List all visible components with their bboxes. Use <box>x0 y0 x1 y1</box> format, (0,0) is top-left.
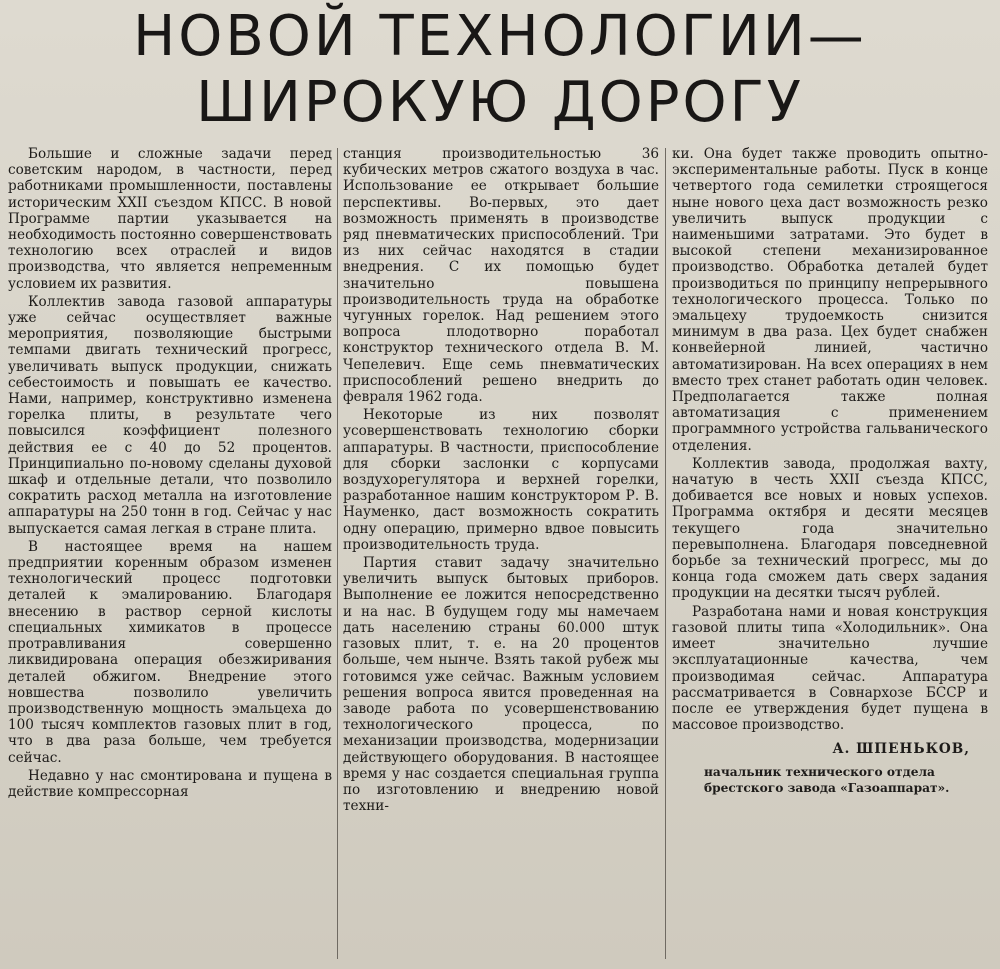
article-paragraph: станция производительностью 36 кубических метров сжатого воздуха в час. Использование ее открывает большие перспективы. Во-первых, это дает возможность применять в производстве ряд пневматических приспособлений. Три из них сейчас находятся в стадии внедрения. С их помощью будет значительно повышена производительность труда на обработке чугунных горелок. Над решением этого вопроса плодотворно поработал конструктор технического отдела В. М. Чепелевич. Еще семь пневматических приспособлений решено внедрить до февраля 1962 года. <box>343 146 659 406</box>
column-divider <box>337 148 338 959</box>
article-paragraph: Некоторые из них позволят усовершенствовать технологию сборки аппаратуры. В частности, приспособление для сборки заслонки с корпусами воздухорегулятора и верхней горелки, разработанное нашим конструктором Р. В. Науменко, даст возможность сократить одну операцию, примерно вдвое повысить производительность труда. <box>343 407 659 553</box>
article-paragraph: Большие и сложные задачи перед советским народом, в частности, перед работниками промышленности, поставлены историческим XXII съездом КПСС. В новой Программе партии указывается на необходимость постоянно совершенствовать технологию всех отраслей и видов производства, что является непременным условием их развития. <box>8 146 332 292</box>
article-paragraph: Коллектив завода, продолжая вахту, начатую в честь XXII съезда КПСС, добивается все новых и новых успехов. Программа октября и десяти месяцев текущего года значительно перевыполнена. Благодаря повседневной борьбе за технический прогресс, мы до конца года сможем дать сверх задания продукции на десятки тысяч рублей. <box>672 455 988 602</box>
article-paragraph: Недавно у нас смонтирована и пущена в действие компрессорная <box>8 767 332 800</box>
headline-line-2: ШИРОКУЮ ДОРОГУ <box>196 70 804 135</box>
article-column-2 <box>343 146 659 963</box>
article-paragraph: ки. Она будет также проводить опытно-экспериментальные работы. Пуск в конце четвертого года семилетки строящегося ныне нового цеха даст возможность резко увеличить выпуск продукции с наименьшими затратами. Это будет в высокой степени механизированное производство. Обработка деталей будет производиться по принципу непрерывного технологического процесса. Только по эмальцеху трудоемкость снизится минимум в два раза. Цех будет снабжен конвейерной линией, частично автоматизирован. На всех операциях в нем вместо трех станет работать один человек. Предполагается также полная автоматизация с применением программного устройства гальванического отделения. <box>672 146 988 454</box>
article-paragraph: Партия ставит задачу значительно увеличить выпуск бытовых приборов. Выполнение ее ложится непосредственно и на нас. В будущем году мы намечаем дать населению страны 60.000 штук газовых плит, т. е. на 20 процентов больше, чем нынче. Взять такой рубеж мы готовимся уже сейчас. Важным условием решения вопроса явится проведенная на заводе работа по усовершенствованию технологического процесса, по механизации производства, модернизации действующего оборудования. В настоящее время у нас создается специальная группа по изготовлению и внедрению новой техни- <box>343 555 659 815</box>
article-column-3 <box>672 146 988 963</box>
headline-line-1: НОВОЙ ТЕХНОЛОГИИ— <box>133 4 867 69</box>
article-paragraph: Разработана нами и новая конструкция газовой плиты типа «Холодильник». Она имеет значительно лучшие эксплуатационные качества, чем производимая сейчас. Аппаратура рассматривается в Совнархозе БССР и после ее утверждения будет пущена в массовое производство. <box>672 603 988 734</box>
article-column-1 <box>8 146 332 963</box>
column-divider <box>665 148 666 959</box>
author-position: начальник технического отдела брестского завода «Газоаппарат». <box>704 764 950 795</box>
article-paragraph: Коллектив завода газовой аппаратуры уже сейчас осуществляет важные мероприятия, позволяющие быстрыми темпами двигать технический прогресс, увеличивать выпуск продукции, снижать себестоимость и повышать ее качество. Нами, например, конструктивно изменена горелка плиты, в результате чего повысился коэффициент полезного действия ее с 40 до 52 процентов. Принципиально по-новому сделаны духовой шкаф и отдельные детали, что позволило сократить расход металла на изготовление аппаратуры на 250 тонн в год. Сейчас у нас выпускается самая легкая в стране плита. <box>8 293 332 537</box>
author-name: А. ШПЕНЬКОВ, <box>832 741 970 758</box>
article-paragraph: В настоящее время на нашем предприятии коренным образом изменен технологический процесс подготовки деталей к эмалированию. Благодаря внесению в раствор серной кислоты специальных химикатов в процессе протравливания совершенно ликвидирована операция обезжиривания деталей обжигом. Внедрение этого новшества позволило увеличить производственную мощность эмальцеха до 100 тысяч комплектов газовых плит в год, что в два раза больше, чем требуется сейчас. <box>8 538 332 766</box>
